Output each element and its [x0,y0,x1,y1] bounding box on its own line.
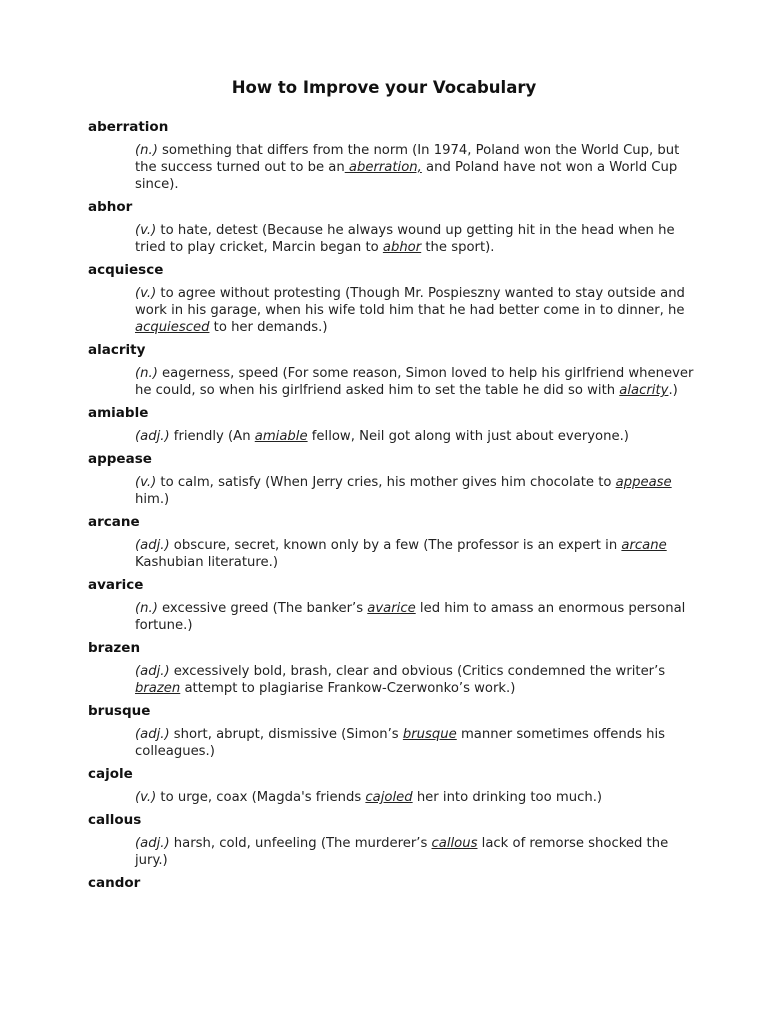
definition-text-end: .) [668,383,678,398]
vocab-entry [88,451,708,508]
definition-text: friendly (An [169,429,255,444]
entry-definition [135,474,703,508]
entry-definition [135,789,703,806]
part-of-speech: (v.) [135,223,157,238]
definition-text: to calm, satisfy (When Jerry cries, his mother gives him chocolate to [156,475,616,490]
part-of-speech: (adj.) [135,727,170,742]
definition-text: something that differs from the norm (In 1974, Poland won the World Cup, but the success turned out to be an [135,143,680,175]
entry-term: arcane [88,514,140,530]
definition-text: obscure, secret, known only by a few (The professor is an expert in [169,538,622,553]
definition-text: excessive greed (The banker’s [157,601,368,616]
definition-text-end: and Poland have not won a World Cup since). [135,160,678,192]
entry-definition [135,835,703,869]
entry-term: appease [88,451,152,467]
entry-definition [135,600,703,634]
definition-text: to hate, detest (Because he always wound up getting hit in the head when he tried to play cricket, Marcin began to [135,223,675,255]
page-title: How to Improve your Vocabulary [231,78,537,97]
entry-term: callous [88,812,142,828]
entry-definition [135,663,703,697]
entry-term: acquiesce [88,262,164,278]
definition-text: to agree without protesting (Though Mr. Pospieszny wanted to stay outside and work in his garage, when his wife told him that he had better come in to dinner, he [135,286,685,318]
part-of-speech: (v.) [135,286,157,301]
entry-term: avarice [88,577,144,593]
part-of-speech: (adj.) [135,836,170,851]
example-word: alacrity [619,383,669,398]
entry-definition [135,285,703,336]
entry-definition [135,537,703,571]
part-of-speech: (adj.) [135,429,170,444]
vocab-entry [88,119,708,193]
example-word: acquiesced [135,320,210,335]
part-of-speech: (v.) [135,790,157,805]
part-of-speech: (adj.) [135,538,170,553]
part-of-speech: (n.) [135,143,158,158]
definition-text: harsh, cold, unfeeling (The murderer’s [169,836,432,851]
definition-text-end: him.) [135,492,170,507]
definition-text-end: lack of remorse shocked the jury.) [135,836,669,868]
vocab-entry [88,342,708,399]
definition-text-end: to her demands.) [209,320,328,335]
example-word: brusque [402,727,457,742]
definition-text-end: led him to amass an enormous personal fortune.) [135,601,686,633]
vocab-entry [88,577,708,634]
definition-text-end: Kashubian literature.) [135,555,278,570]
entry-term: alacrity [88,342,146,358]
entry-term: brazen [88,640,141,656]
entry-definition [135,428,703,445]
vocab-entry [88,405,708,445]
entry-term: candor [88,875,141,891]
vocab-entry [88,703,708,760]
definition-text: short, abrupt, dismissive (Simon’s [169,727,403,742]
vocab-entry [88,875,708,892]
example-word: cajoled [365,790,413,805]
definition-text-end: attempt to plagiarise Frankow-Czerwonko’s work.) [180,681,516,696]
definition-text: to urge, coax (Magda's friends [156,790,366,805]
vocab-entry [88,514,708,571]
example-word: arcane [621,538,667,553]
example-word: callous [431,836,478,851]
example-word: aberration, [344,160,422,175]
entry-term: brusque [88,703,151,719]
definition-text-end: the sport). [421,240,495,255]
vocab-entry [88,262,708,336]
entry-term: amiable [88,405,149,421]
example-word: abhor [382,240,422,255]
vocab-entry [88,640,708,697]
entry-term: aberration [88,119,169,135]
entry-definition [135,222,703,256]
vocabulary-list [88,119,708,898]
vocab-entry [88,199,708,256]
part-of-speech: (n.) [135,601,158,616]
definition-text-end: fellow, Neil got along with just about everyone.) [307,429,629,444]
vocab-entry [88,812,708,869]
part-of-speech: (n.) [135,366,158,381]
vocab-entry [88,766,708,806]
example-word: avarice [367,601,416,616]
definition-text: eagerness, speed (For some reason, Simon loved to help his girlfriend whenever he could, so when his girlfriend asked him to set the table he did so with [135,366,694,398]
example-word: amiable [254,429,308,444]
example-word: brazen [135,681,181,696]
definition-text-end: her into drinking too much.) [412,790,603,805]
definition-text-end: manner sometimes offends his colleagues.) [135,727,666,759]
definition-text: excessively bold, brash, clear and obvious (Critics condemned the writer’s [169,664,666,679]
entry-definition [135,726,703,760]
part-of-speech: (adj.) [135,664,170,679]
entry-term: cajole [88,766,133,782]
part-of-speech: (v.) [135,475,157,490]
entry-term: abhor [88,199,133,215]
entry-definition [135,365,703,399]
example-word: appease [615,475,672,490]
entry-definition [135,142,703,193]
